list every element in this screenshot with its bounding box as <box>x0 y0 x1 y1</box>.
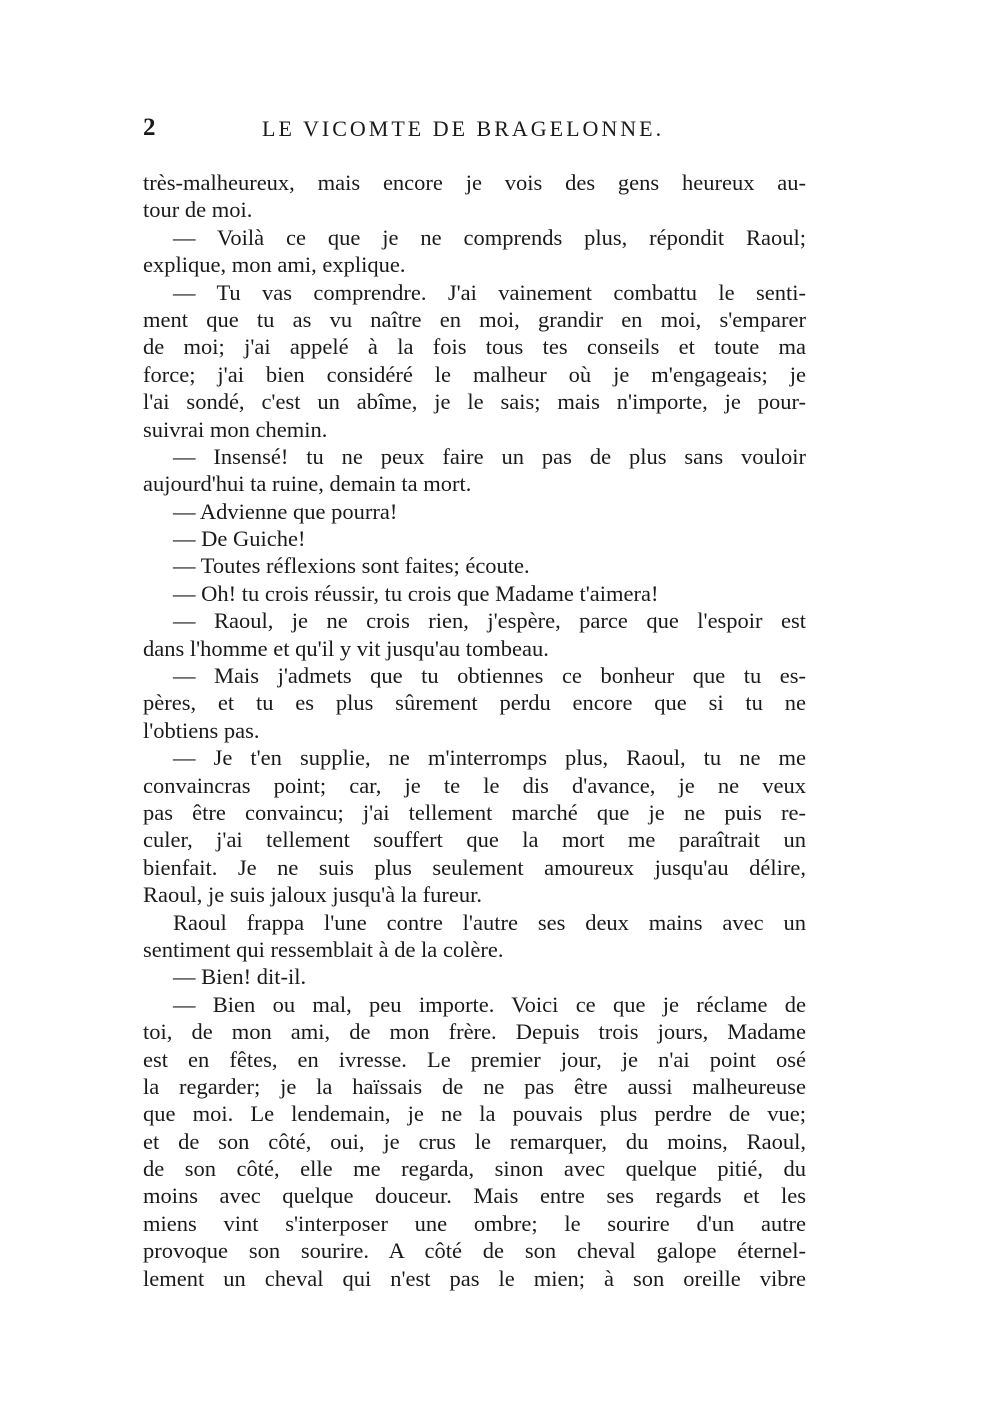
text-line: de son côté, elle me regarda, sinon avec quelque pitié, du <box>143 1156 806 1182</box>
text-line: tour de moi. <box>143 197 253 223</box>
text-line: — Advienne que pourra! <box>173 498 398 524</box>
text-line: Raoul, je suis jaloux jusqu'à la fureur. <box>143 882 482 908</box>
text-line: — Je t'en supplie, ne m'interromps plus, Raoul, tu ne me <box>173 745 806 771</box>
text-line: — Mais j'admets que tu obtiennes ce bonheur que tu es- <box>173 663 806 689</box>
text-line: — Voilà ce que je ne comprends plus, répondit Raoul; <box>173 224 806 250</box>
page-number: 2 <box>143 114 156 141</box>
text-line: très-malheureux, mais encore je vois des gens heureux au- <box>143 170 806 195</box>
text-line: suivrai mon chemin. <box>143 416 328 442</box>
text-line: — Toutes réflexions sont faites; écoute. <box>173 553 530 579</box>
text-line: moins avec quelque douceur. Mais entre ses regards et les <box>143 1183 806 1209</box>
text-line: l'obtiens pas. <box>143 717 260 743</box>
text-line: convaincras point; car, je te le dis d'avance, je ne veux <box>143 772 806 798</box>
body-text <box>143 169 806 1292</box>
text-line: est en fêtes, en ivresse. Le premier jour, je n'ai point osé <box>143 1046 806 1072</box>
text-line: — Bien! dit-il. <box>173 964 307 990</box>
text-line: dans l'homme et qu'il y vit jusqu'au tombeau. <box>143 635 549 661</box>
text-line: Raoul frappa l'une contre l'autre ses deux mains avec un <box>173 909 806 935</box>
text-line: sentiment qui ressemblait à de la colère. <box>143 936 504 962</box>
text-line: bienfait. Je ne suis plus seulement amoureux jusqu'au délire, <box>143 854 806 880</box>
text-line: provoque son sourire. A côté de son cheval galope éternel- <box>143 1238 806 1264</box>
text-line: l'ai sondé, c'est un abîme, je le sais; mais n'importe, je pour- <box>143 389 806 415</box>
text-line: — Bien ou mal, peu importe. Voici ce que je réclame de <box>173 991 806 1017</box>
text-line: — Tu vas comprendre. J'ai vainement combattu le senti- <box>173 279 806 305</box>
text-line: force; j'ai bien considéré le malheur où je m'engageais; je <box>143 361 806 387</box>
text-line: que moi. Le lendemain, je ne la pouvais plus perdre de vue; <box>143 1101 806 1127</box>
running-title: LE VICOMTE DE BRAGELONNE. <box>262 116 665 141</box>
text-line: — Insensé! tu ne peux faire un pas de plus sans vouloir <box>173 443 806 469</box>
text-line: toi, de mon ami, de mon frère. Depuis trois jours, Madame <box>143 1019 806 1045</box>
text-line: lement un cheval qui n'est pas le mien; à son oreille vibre <box>143 1265 806 1291</box>
text-line: ment que tu as vu naître en moi, grandir en moi, s'emparer <box>143 306 806 332</box>
text-line: la regarder; je la haïssais de ne pas être aussi malheureuse <box>143 1073 806 1099</box>
text-line: — Raoul, je ne crois rien, j'espère, parce que l'espoir est <box>173 608 806 634</box>
text-line: pères, et tu es plus sûrement perdu encore que si tu ne <box>143 690 806 716</box>
text-line: de moi; j'ai appelé à la fois tous tes conseils et toute ma <box>143 334 806 360</box>
text-line: pas être convaincu; j'ai tellement marché que je ne puis re- <box>143 799 806 825</box>
text-line: aujourd'hui ta ruine, demain ta mort. <box>143 471 472 497</box>
text-line: miens vint s'interposer une ombre; le sourire d'un autre <box>143 1210 806 1236</box>
text-line: culer, j'ai tellement souffert que la mort me paraîtrait un <box>143 827 806 853</box>
text-line: — De Guiche! <box>173 526 306 552</box>
text-line: explique, mon ami, explique. <box>143 252 406 278</box>
text-line: et de son côté, oui, je crus le remarquer, du moins, Raoul, <box>143 1128 806 1154</box>
text-line: — Oh! tu crois réussir, tu crois que Madame t'aimera! <box>173 580 659 606</box>
